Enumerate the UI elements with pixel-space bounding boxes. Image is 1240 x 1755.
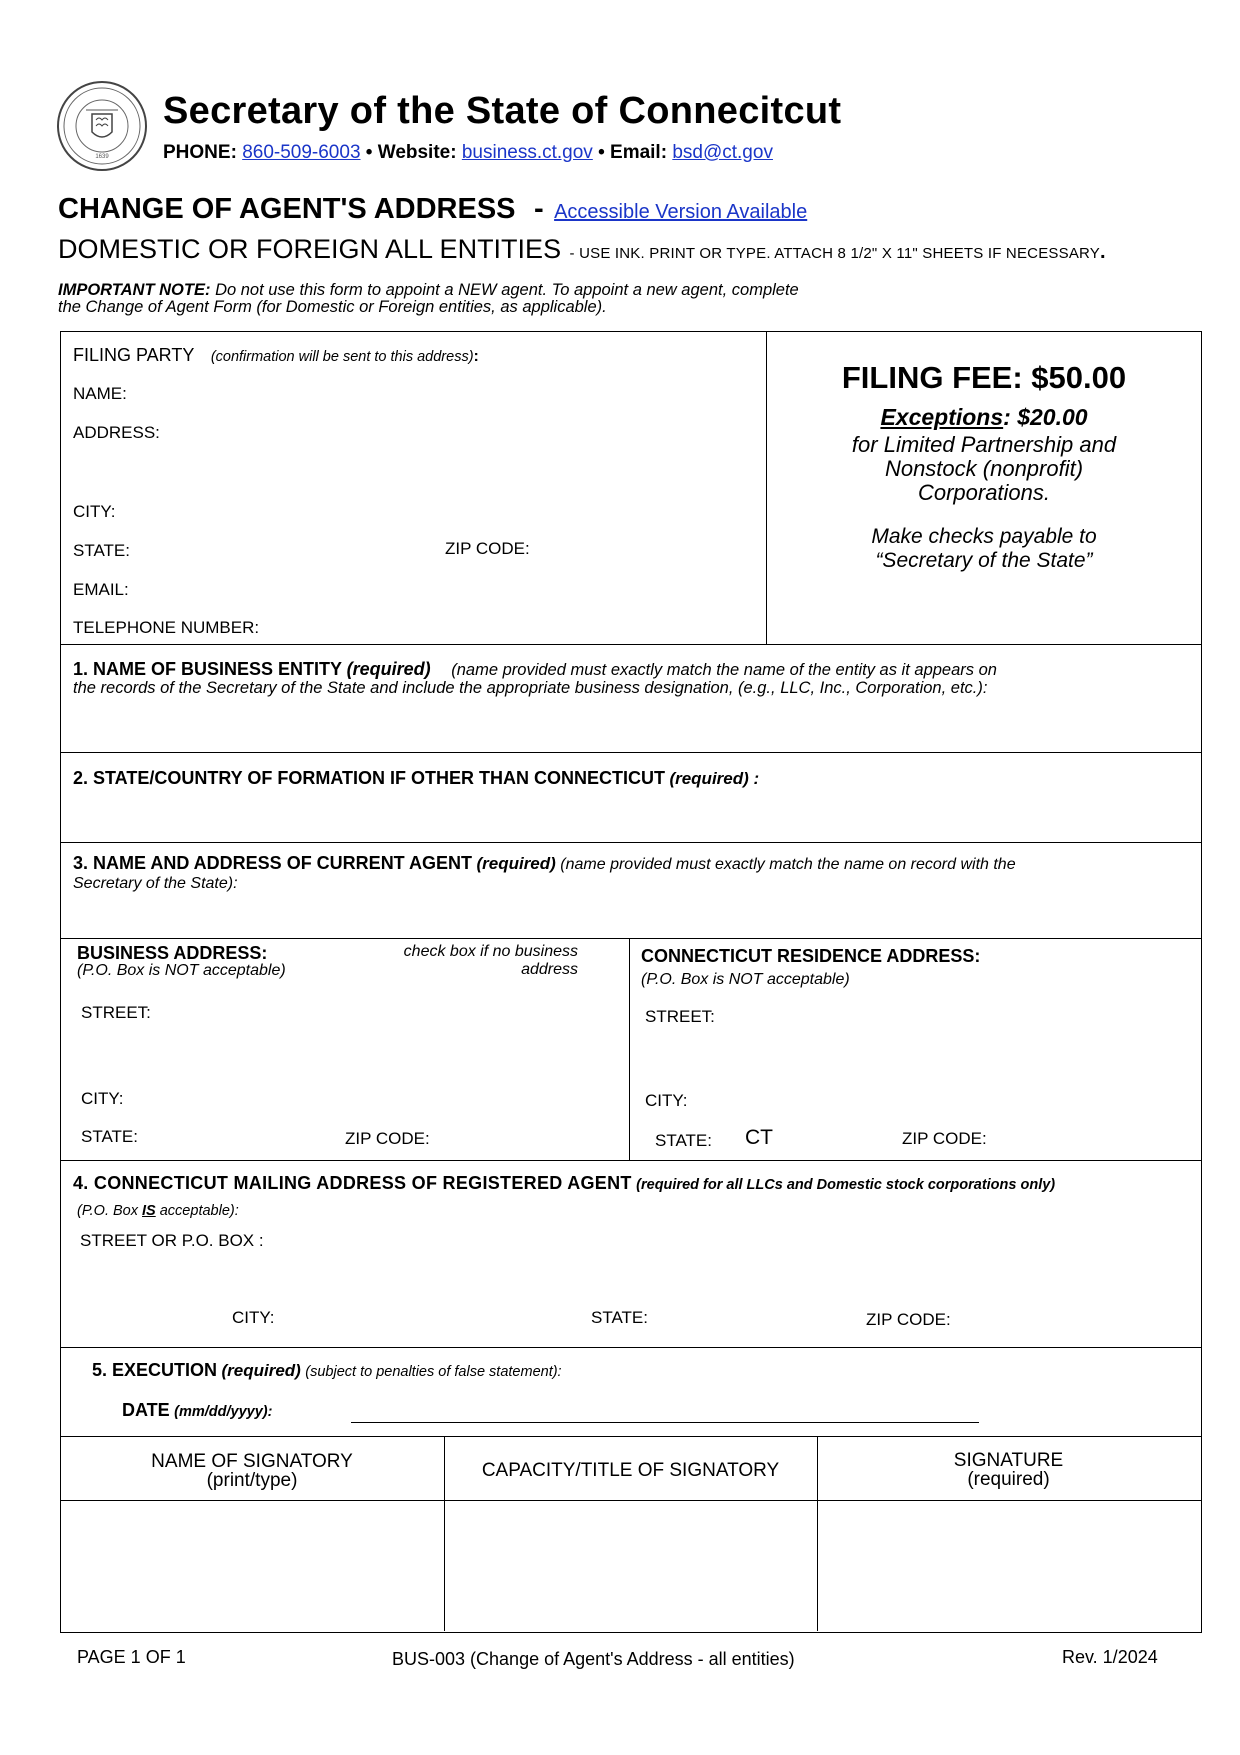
section3-title: 3. NAME AND ADDRESS OF CURRENT AGENT: [73, 853, 473, 873]
col-capacity-title: CAPACITY/TITLE OF SIGNATORY: [481, 1460, 780, 1481]
filing-party-heading: [73, 345, 479, 366]
col-header-line: (required): [967, 1469, 1050, 1490]
divider: [60, 842, 1202, 843]
business-zip-label: ZIP CODE:: [345, 1129, 430, 1148]
residence-street-label: STREET:: [645, 1007, 715, 1026]
section5-note: (subject to penalties of false statement):: [305, 1364, 562, 1380]
required-tag: (required): [221, 1361, 301, 1380]
date-format: (mm/dd/yyyy):: [174, 1404, 273, 1420]
po-note-text: (P.O. Box: [77, 1203, 143, 1219]
section2-heading: [73, 768, 759, 789]
form-subtitle-line: [58, 234, 1106, 265]
mailing-state-label: STATE:: [591, 1308, 648, 1327]
divider: [766, 331, 767, 644]
form-subtitle: DOMESTIC OR FOREIGN ALL ENTITIES: [58, 234, 562, 264]
website-link[interactable]: business.ct.gov: [461, 142, 593, 163]
section5-heading: [92, 1360, 562, 1381]
svg-text:1639: 1639: [95, 154, 109, 160]
section1-title: 1. NAME OF BUSINESS ENTITY: [73, 659, 343, 679]
form-title-line: [58, 193, 807, 226]
section4-title: 4. CONNECTICUT MAILING ADDRESS OF REGISTERED AGENT: [73, 1173, 632, 1193]
date-label-group: [122, 1400, 272, 1421]
address-field-label: ADDRESS:: [73, 423, 160, 442]
col-header-line: (print/type): [206, 1470, 298, 1491]
mailing-zip-label: ZIP CODE:: [866, 1310, 951, 1329]
col-name-signatory: [60, 1452, 444, 1490]
email-label: • Email:: [598, 142, 668, 163]
section3-note: (name provided must exactly match the name on record with the: [560, 856, 1016, 873]
section3-note: Secretary of the State):: [73, 875, 238, 892]
exceptions-label: Exceptions: [880, 404, 1004, 430]
required-tag: (required) :: [669, 769, 760, 788]
divider: [60, 1347, 1202, 1348]
divider: [60, 644, 1202, 645]
form-instructions: - USE INK. PRINT OR TYPE. ATTACH 8 1/2" X 11" SHEETS IF NECESSARY: [569, 245, 1100, 262]
business-city-label: CITY:: [81, 1089, 124, 1108]
checkbox-label-line: check box if no business: [403, 943, 578, 960]
divider: [60, 752, 1202, 753]
residence-state-value: CT: [745, 1126, 773, 1149]
form-title: CHANGE OF AGENT'S ADDRESS: [58, 193, 516, 225]
section1-note: the records of the Secretary of the State and include the appropriate business designation, (e.g., LLC, Inc., Corporation, etc.):: [73, 679, 988, 697]
divider: [60, 1160, 1202, 1161]
col-header-line: SIGNATURE: [953, 1450, 1064, 1471]
po-box-note: (P.O. Box is NOT acceptable): [77, 962, 286, 979]
name-field-label: NAME:: [73, 384, 127, 403]
contact-line: [163, 142, 773, 164]
fee-note-line: for Limited Partnership and: [851, 432, 1117, 457]
po-box-note: (P.O. Box is NOT acceptable): [641, 971, 850, 988]
divider: [60, 1436, 1202, 1437]
website-label: • Website:: [365, 142, 457, 163]
col-signature: [817, 1451, 1200, 1489]
divider: [629, 938, 630, 1160]
required-tag: (required): [346, 659, 431, 679]
filing-fee: FILING FEE: $50.00: [841, 360, 1127, 395]
section3-heading: [73, 854, 1193, 893]
section4-required-note: (required for all LLCs and Domestic stock corporations only): [636, 1177, 1056, 1193]
important-line2: the Change of Agent Form (for Domestic or Foreign entities, as applicable).: [58, 298, 607, 316]
filing-party-colon: :: [473, 348, 479, 365]
po-note-text: acceptable):: [155, 1203, 239, 1219]
filing-party-note: (confirmation will be sent to this address): [210, 349, 474, 365]
residence-city-label: CITY:: [645, 1091, 688, 1110]
telephone-field-label: TELEPHONE NUMBER:: [73, 618, 260, 637]
state-seal: [56, 80, 148, 172]
residence-zip-label: ZIP CODE:: [902, 1129, 987, 1148]
date-input-line[interactable]: [351, 1422, 979, 1423]
state-field-label: STATE:: [73, 541, 130, 560]
email-field-label: EMAIL:: [73, 580, 129, 599]
residence-address-heading: [641, 944, 980, 992]
business-address-title: BUSINESS ADDRESS:: [77, 943, 268, 963]
fee-note-line: Corporations.: [917, 480, 1051, 505]
instructions-period: .: [1100, 241, 1106, 263]
fee-note-line: Nonstock (nonprofit): [884, 456, 1084, 481]
seal-icon: [56, 80, 148, 172]
zip-field-label: ZIP CODE:: [445, 539, 530, 558]
fee-panel: [768, 360, 1200, 573]
checks-payable-line: “Secretary of the State”: [875, 549, 1093, 572]
form-id: BUS-003 (Change of Agent's Address - all entities): [392, 1649, 795, 1669]
accessible-version-link[interactable]: Accessible Version Available: [554, 201, 808, 223]
title-dash: -: [533, 193, 544, 225]
important-note: [58, 282, 1158, 316]
section4-po-note: [77, 1203, 239, 1219]
section5-title: 5. EXECUTION: [92, 1360, 218, 1380]
business-address-heading: [77, 944, 286, 980]
business-street-label: STREET:: [81, 1003, 151, 1022]
important-line1: Do not use this form to appoint a NEW agent. To appoint a new agent, complete: [215, 281, 799, 299]
revision-date: Rev. 1/2024: [1062, 1647, 1158, 1667]
page-title: Secretary of the State of Connecitcut: [163, 90, 842, 132]
checks-payable-line: Make checks payable to: [871, 525, 1097, 548]
section4-heading: [73, 1173, 1055, 1194]
phone-label: PHONE:: [163, 142, 237, 163]
section1-heading: [73, 660, 1183, 697]
col-header-line: NAME OF SIGNATORY: [151, 1451, 353, 1472]
exceptions-line: [768, 404, 1200, 431]
business-state-label: STATE:: [81, 1127, 138, 1146]
section2-title: 2. STATE/COUNTRY OF FORMATION IF OTHER THAN CONNECTICUT: [73, 768, 665, 788]
date-label: DATE: [122, 1400, 170, 1420]
page-number: PAGE 1 OF 1: [77, 1647, 186, 1667]
filing-party-label: FILING PARTY: [73, 345, 195, 365]
mailing-street-label: STREET OR P.O. BOX :: [80, 1231, 264, 1250]
exceptions-amount: : $20.00: [1003, 404, 1088, 430]
residence-address-title: CONNECTICUT RESIDENCE ADDRESS:: [641, 946, 981, 966]
mailing-city-label: CITY:: [232, 1308, 275, 1327]
section1-note: (name provided must exactly match the name of the entity as it appears on: [451, 661, 997, 679]
no-business-address-checkbox-label[interactable]: [340, 943, 578, 979]
residence-state-label: STATE:: [655, 1131, 712, 1150]
checkbox-label-line: address: [521, 961, 578, 978]
required-tag: (required): [476, 854, 556, 873]
divider: [60, 938, 1202, 939]
email-link[interactable]: bsd@ct.gov: [672, 142, 773, 163]
phone-link[interactable]: 860-509-6003: [242, 142, 361, 163]
city-field-label: CITY:: [73, 502, 116, 521]
divider: [60, 1500, 1202, 1501]
po-note-is: IS: [142, 1203, 156, 1219]
important-label: IMPORTANT NOTE:: [58, 281, 211, 299]
